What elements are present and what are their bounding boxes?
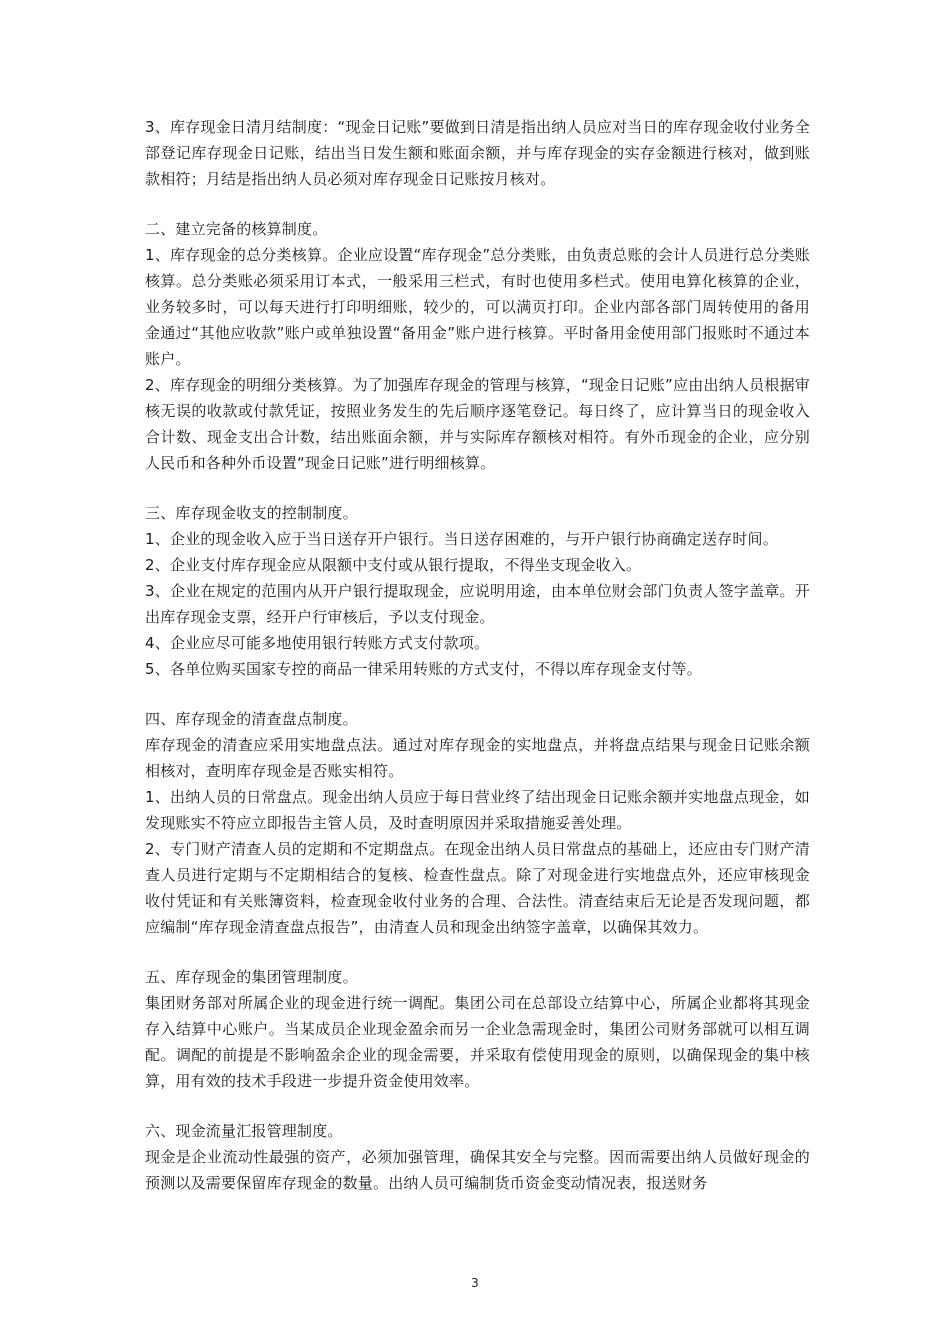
section-cash-flow-reporting [145, 1118, 810, 1196]
section-paragraph: 现金是企业流动性最强的资产，必须加强管理，确保其安全与完整。因而需要出纳人员做好现金的预测以及需要保留库存现金的数量。出纳人员可编制货币资金变动情况表，报送财务 [145, 1148, 810, 1192]
section-heading: 三、库存现金收支的控制制度。 [145, 504, 358, 522]
section-heading: 二、建立完备的核算制度。 [145, 220, 328, 238]
section-paragraph: 3、企业在规定的范围内从开户银行提取现金，应说明用途，由本单位财会部门负责人签字盖章。开出库存现金支票，经开户行审核后，予以支付现金。 [145, 582, 810, 626]
section-paragraph: 4、企业应尽可能多地使用银行转账方式支付款项。 [145, 634, 490, 652]
section-paragraph: 1、企业的现金收入应于当日送存开户银行。当日送存困难的，与开户银行协商确定送存时间。 [145, 530, 778, 548]
section-cash-control [145, 500, 810, 682]
section-cash-inventory [145, 706, 810, 940]
document-body [145, 114, 810, 1196]
section-heading: 五、库存现金的集团管理制度。 [145, 968, 358, 986]
section-group-management [145, 964, 810, 1094]
section-paragraph: 2、企业支付库存现金应从限额中支付或从银行提取，不得坐支现金收入。 [145, 556, 642, 574]
section-paragraph: 2、库存现金的明细分类核算。为了加强库存现金的管理与核算，“现金日记账”应由出纳人员根据审核无误的收款或付款凭证，按照业务发生的先后顺序逐笔登记。每日终了，应计算当日的现金收入合计数、现金支出合计数，结出账面余额，并与实际库存额核对相符。有外币现金的企业，应分别人民币和各种外币设置“现金日记账”进行明细核算。 [145, 376, 810, 472]
section-paragraph: 2、专门财产清查人员的定期和不定期盘点。在现金出纳人员日常盘点的基础上，还应由专门财产清查人员进行定期与不定期相结合的复核、检查性盘点。除了对现金进行实地盘点外，还应审核现金收付凭证和有关账簿资料，检查现金收付业务的合理、合法性。清查结束后无论是否发现问题，都应编制“库存现金清查盘点报告”，由清查人员和现金出纳签字盖章，以确保其效力。 [145, 840, 810, 936]
section-paragraph: 1、库存现金的总分类核算。企业应设置“库存现金”总分类账，由负责总账的会计人员进行总分类账核算。总分类账必须采用订本式，一般采用三栏式，有时也使用多栏式。使用电算化核算的企业，业务较多时，可以每天进行打印明细账，较少的，可以满页打印。企业内部各部门周转使用的备用金通过“其他应收款”账户或单独设置“备用金”账户进行核算。平时备用金使用部门报账时不通过本账户。 [145, 246, 810, 368]
section-heading: 四、库存现金的清查盘点制度。 [145, 710, 358, 728]
section-accounting-system [145, 216, 810, 476]
section-paragraph: 1、出纳人员的日常盘点。现金出纳人员应于每日营业终了结出现金日记账余额并实地盘点现金，如发现账实不符应立即报告主管人员，及时查明原因并采取措施妥善处理。 [145, 788, 810, 832]
section-paragraph: 库存现金的清查应采用实地盘点法。通过对库存现金的实地盘点，并将盘点结果与现金日记账余额相核对，查明库存现金是否账实相符。 [145, 736, 810, 780]
section-heading: 六、现金流量汇报管理制度。 [145, 1122, 343, 1140]
page-number: 3 [471, 1276, 479, 1290]
intro-paragraph: 3、库存现金日清月结制度：“现金日记账”要做到日清是指出纳人员应对当日的库存现金收付业务全部登记库存现金日记账，结出当日发生额和账面余额，并与库存现金的实存金额进行核对，做到账款相符；月结是指出纳人员必须对库存现金日记账按月核对。 [145, 118, 810, 188]
section-paragraph: 5、各单位购买国家专控的商品一律采用转账的方式支付，不得以库存现金支付等。 [145, 660, 702, 678]
section-paragraph: 集团财务部对所属企业的现金进行统一调配。集团公司在总部设立结算中心，所属企业都将其现金存入结算中心账户。当某成员企业现金盈余而另一企业急需现金时，集团公司财务部就可以相互调配。调配的前提是不影响盈余企业的现金需要，并采取有偿使用现金的原则，以确保现金的集中核算，用有效的技术手段进一步提升资金使用效率。 [145, 994, 810, 1090]
